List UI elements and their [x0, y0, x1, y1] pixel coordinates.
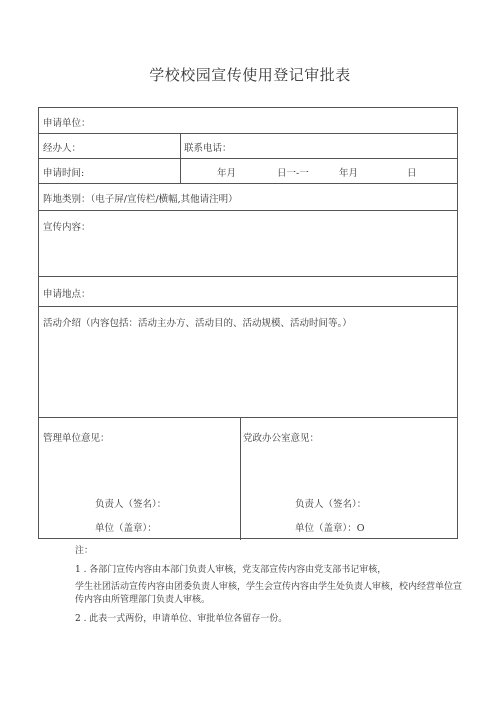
row-handler	[39, 134, 457, 159]
row-apply-time	[39, 159, 457, 184]
time-day-end: 日	[407, 168, 417, 179]
applicant-unit-label: 申请单位：	[43, 118, 91, 129]
row-applicant-unit	[39, 108, 457, 134]
location-label: 申请地点：	[43, 289, 91, 300]
notes-section	[75, 545, 465, 626]
venue-type-label: 阵地类别：（电子屏/宣传栏/横幅,其他请注明）	[43, 194, 238, 205]
divider	[180, 134, 181, 159]
right-opinion-label: 党政办公室意见：	[243, 433, 320, 444]
right-seal-label: 单位（盖章）：O	[295, 523, 365, 534]
note-item-1-cont: 学生社团活动宣传内容由团委负责人审核，学生会宣传内容由学生处负责人审核，校内经营单位宣传内容由所管理部门负责人审核。	[75, 582, 463, 605]
apply-time-label: 申请时间:	[43, 168, 85, 179]
page-title: 学校校园宣传使用登记审批表	[149, 66, 351, 84]
time-day-start: 日一-一	[277, 168, 309, 179]
contact-phone-label: 联系电话：	[184, 143, 232, 154]
row-location	[39, 277, 457, 307]
left-opinion-label: 管理单位意见：	[43, 433, 110, 444]
content-label: 宣传内容：	[43, 222, 91, 233]
note-item-1: 1 . 各部门宣传内容由本部门负责人审核，党支部宣传内容由党支部书记审核，	[75, 565, 387, 575]
row-venue-type	[39, 184, 457, 211]
right-sign-label: 负责人（签名）：	[295, 499, 367, 510]
left-sign-label: 负责人（签名）：	[95, 499, 167, 510]
divider	[240, 418, 241, 540]
row-opinions	[39, 418, 457, 540]
row-content	[39, 211, 457, 277]
note-item-2: 2 . 此表一式两份，申请单位、审批单位各留存一份。	[75, 614, 288, 624]
left-seal-label: 单位（盖章）：	[95, 523, 157, 534]
activity-label: 活动介绍（内容包括：活动主办方、活动目的、活动规模、活动时间等。）	[43, 318, 352, 329]
row-activity	[39, 307, 457, 418]
divider	[180, 159, 181, 184]
approval-form	[38, 107, 458, 539]
handler-label: 经办人：	[43, 143, 82, 154]
time-year-start: 年月	[217, 168, 237, 179]
notes-heading: 注：	[75, 546, 94, 556]
time-year-end: 年月	[339, 168, 359, 179]
